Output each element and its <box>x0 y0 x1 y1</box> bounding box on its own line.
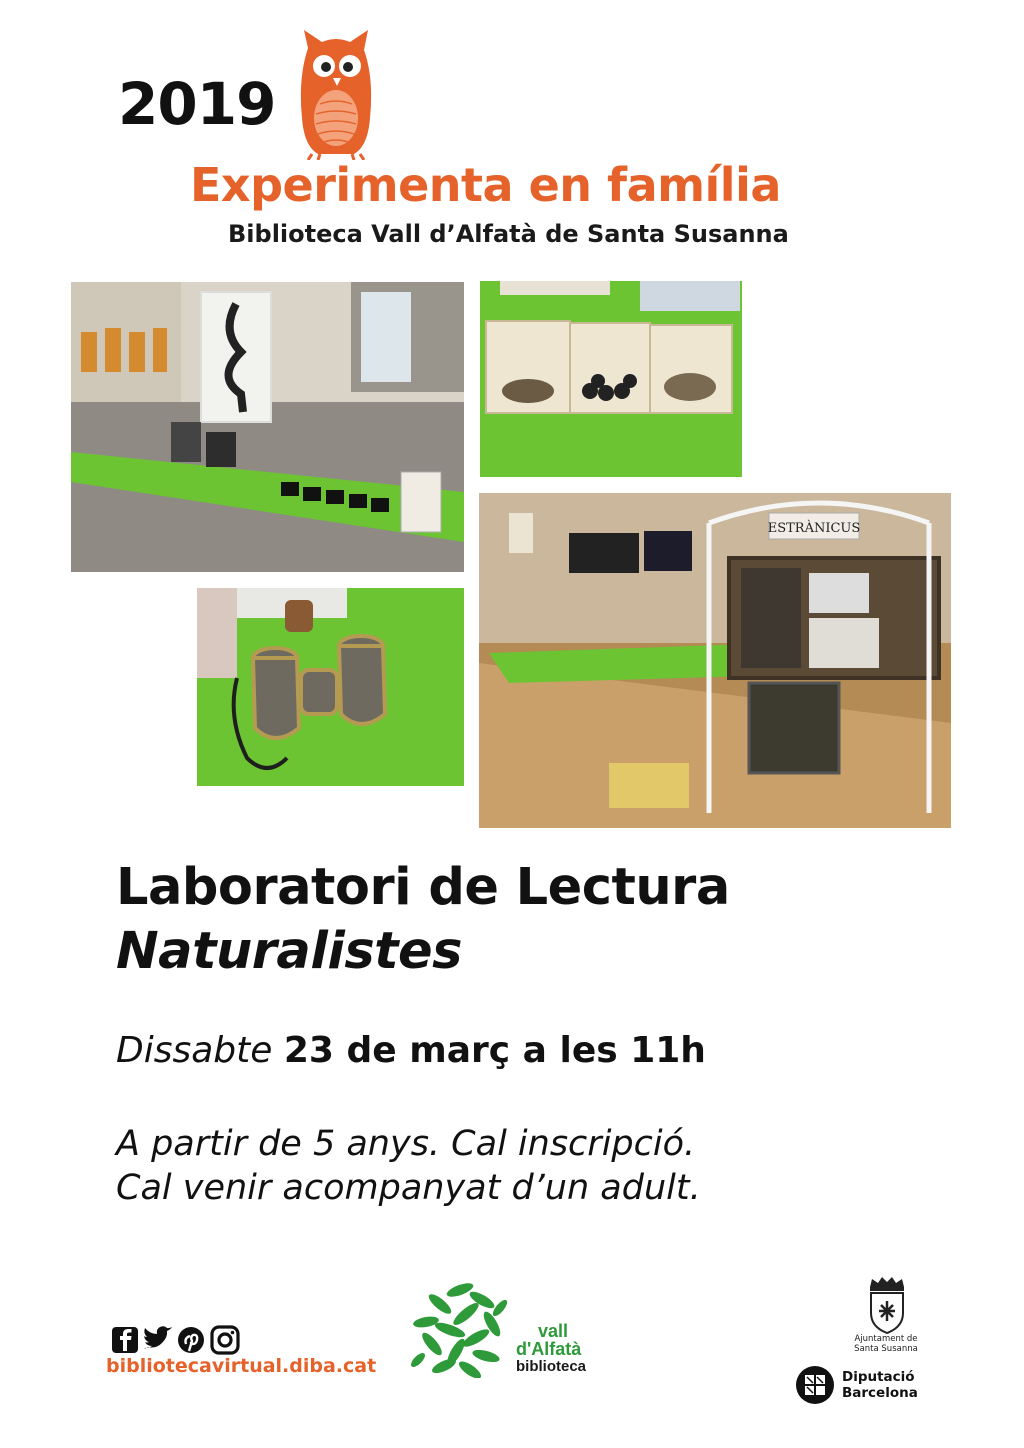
pinterest-icon[interactable] <box>178 1327 204 1353</box>
photo-exhibition-hall <box>71 282 464 572</box>
year-label: 2019 <box>118 70 276 138</box>
ajuntament-line1: Ajuntament de <box>854 1334 918 1344</box>
library-logo-line-vall: vall <box>538 1321 569 1341</box>
diputacio-label <box>842 1369 918 1401</box>
library-logo-text <box>516 1322 586 1376</box>
event-info <box>116 1122 701 1210</box>
estranicus-sign-text: ESTRÀNICUS <box>767 521 861 536</box>
event-date <box>116 1030 706 1071</box>
twitter-icon[interactable] <box>144 1326 172 1348</box>
campaign-title: Experimenta en família <box>190 158 781 212</box>
library-leaves-logo-icon <box>410 1278 514 1378</box>
ajuntament-crest-icon <box>862 1275 912 1335</box>
date-label: Dissabte <box>116 1030 273 1071</box>
diputacio-line1: Diputació <box>842 1369 915 1385</box>
social-icons <box>112 1325 252 1355</box>
date-value: 23 de març a les 11h <box>283 1030 706 1071</box>
owl-logo-icon <box>298 28 374 160</box>
library-logo-line-alfata: d'Alfatà <box>516 1339 582 1359</box>
event-title: Laboratori de Lectura <box>116 858 730 917</box>
photo-estranicus-exhibit <box>479 493 951 828</box>
diputacio-logo-icon <box>796 1366 834 1404</box>
photo-wooden-boxes <box>480 281 742 477</box>
library-logo-line-biblioteca: biblioteca <box>516 1358 587 1375</box>
facebook-icon[interactable] <box>112 1327 138 1353</box>
website-link[interactable]: bibliotecavirtual.diba.cat <box>106 1355 377 1377</box>
ajuntament-line2: Santa Susanna <box>854 1344 918 1354</box>
instagram-icon[interactable] <box>212 1327 238 1353</box>
info-line-age: A partir de 5 anys. Cal inscripció. <box>116 1124 696 1164</box>
library-subtitle: Biblioteca Vall d’Alfatà de Santa Susanna <box>228 220 789 248</box>
diputacio-line2: Barcelona <box>842 1385 918 1401</box>
event-subtitle: Naturalistes <box>116 922 462 981</box>
ajuntament-label <box>846 1334 926 1354</box>
info-line-adult: Cal venir acompanyat d’un adult. <box>116 1168 701 1208</box>
photo-binoculars <box>197 588 464 786</box>
